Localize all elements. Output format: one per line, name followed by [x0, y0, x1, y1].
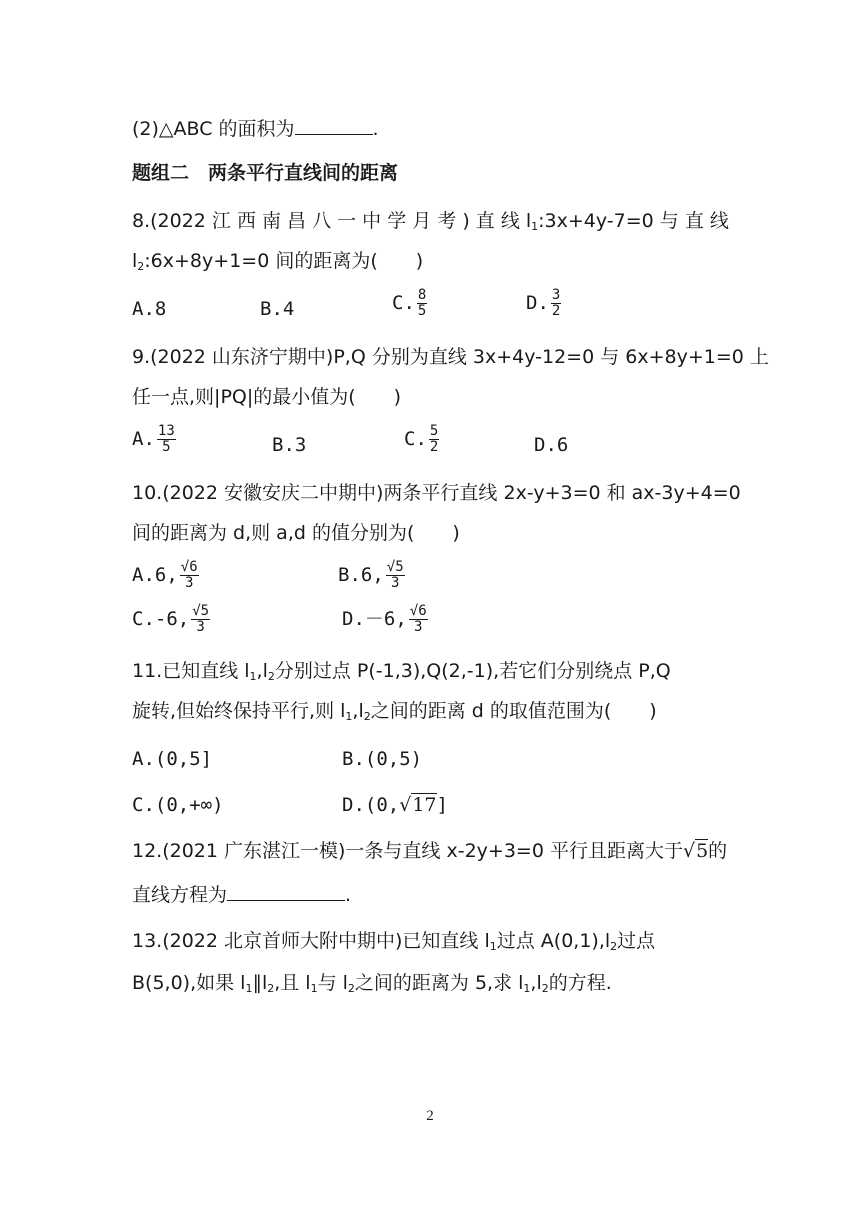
q7-part2-text: (2)△ABC 的面积为 [132, 118, 295, 140]
subscript: 1 [523, 982, 531, 995]
option-end: ] [436, 794, 448, 816]
q8-line2 [132, 248, 732, 280]
subscript: 1 [345, 710, 353, 723]
q7-part2 [132, 114, 732, 142]
fraction-numerator: √5 [192, 603, 210, 619]
fraction [180, 560, 199, 591]
q13-text: 与 l [317, 972, 348, 994]
q7-part2-end: . [372, 118, 379, 140]
q12-line1-end: 的 [708, 840, 728, 862]
q11-line1-mid: ,l [256, 660, 268, 682]
q12-line2 [132, 880, 732, 908]
q13-text: 的方程. [548, 972, 612, 994]
fraction [191, 604, 210, 635]
q8-line1-text: 8.(2022 江 西 南 昌 八 一 中 学 月 考 ) 直 线 l [132, 210, 532, 232]
q13-line2 [132, 970, 732, 1002]
q8-line1 [132, 208, 732, 240]
q12-line2-end: . [345, 884, 352, 906]
fraction [429, 424, 439, 455]
answer-blank [295, 114, 373, 135]
q11-option-d[interactable] [342, 792, 448, 818]
q13-text: ∥l [252, 972, 268, 994]
subscript: 2 [541, 982, 549, 995]
answer-blank [227, 880, 345, 901]
group2-heading: 题组二 两条平行直线间的距离 [132, 162, 399, 184]
q9-option-b[interactable]: B.3 [272, 434, 307, 456]
q11-line1 [132, 658, 732, 690]
subscript: 2 [267, 982, 275, 995]
subscript: 2 [610, 940, 618, 953]
q10-option-c[interactable] [132, 604, 210, 635]
q8-option-c[interactable] [392, 288, 427, 319]
fraction-numerator: 5 [429, 423, 439, 439]
fraction [551, 288, 561, 319]
q10-option-d[interactable] [342, 604, 428, 635]
q13-text: 之间的距离为 5,求 l [354, 972, 524, 994]
q11-option-a[interactable]: A.(0,5] [132, 748, 213, 770]
q13-text: B(5,0),如果 l [132, 972, 246, 994]
q9-option-d[interactable]: D.6 [534, 434, 569, 456]
q13-text: 过点 [617, 930, 656, 952]
option-label: C. [392, 292, 415, 314]
q11-line2-a: 旋转,但始终保持平行,则 l [132, 700, 346, 722]
q11-option-c[interactable]: C.(0,+∞) [132, 794, 224, 816]
fraction-denominator: 3 [184, 575, 194, 591]
fraction-denominator: 5 [162, 439, 171, 455]
option-label: C. [404, 428, 427, 450]
q11-line2 [132, 698, 732, 730]
q8-line1-rest: :3x+4y-7=0 与 直 线 [538, 210, 729, 232]
fraction-numerator: √5 [386, 559, 404, 575]
fraction-numerator: 13 [157, 423, 175, 439]
sqrt-icon: √ [399, 794, 412, 816]
option-label: D.(0, [342, 794, 400, 816]
subscript: 1 [245, 982, 253, 995]
option-label: A.6, [132, 564, 178, 586]
q10-option-b[interactable] [338, 560, 405, 591]
radicand: 17 [412, 794, 437, 816]
option-label: D.－6, [342, 608, 407, 630]
q13-text: 过点 A(0,1),l [496, 930, 611, 952]
subscript: 1 [310, 982, 318, 995]
q8-option-d[interactable] [526, 288, 561, 319]
q10-option-a[interactable] [132, 560, 199, 591]
fraction [157, 424, 176, 455]
q13-text: 13.(2022 北京首师大附中期中)已知直线 l [132, 930, 490, 952]
fraction-numerator: √6 [180, 559, 198, 575]
fraction-denominator: 3 [390, 575, 400, 591]
fraction-numerator: 8 [417, 287, 427, 303]
q8-option-a[interactable]: A.8 [132, 298, 167, 320]
fraction-numerator: 3 [551, 287, 561, 303]
subscript: 2 [347, 982, 355, 995]
q8-option-b[interactable]: B.4 [260, 298, 295, 320]
fraction [409, 604, 428, 635]
q11-line2-rest: 之间的距离 d 的取值范围为( ) [370, 700, 657, 722]
q9-line2: 任一点,则|PQ|的最小值为( ) [132, 386, 402, 408]
q9-option-c[interactable] [404, 424, 439, 455]
fraction [417, 288, 427, 319]
q8-line2-a: l [132, 250, 138, 272]
sqrt-icon: √ [682, 840, 696, 862]
q9-option-a[interactable] [132, 424, 176, 455]
q10-line2: 间的距离为 d,则 a,d 的值分别为( ) [132, 522, 460, 544]
option-label: A. [132, 428, 155, 450]
fraction [386, 560, 405, 591]
q8-line2-rest: :6x+8y+1=0 间的距离为( ) [144, 250, 424, 272]
q11-line1-rest: 分别过点 P(-1,3),Q(2,-1),若它们分别绕点 P,Q [274, 660, 671, 682]
q13-text: ,l [530, 972, 542, 994]
subscript: 2 [267, 670, 275, 683]
q13-text: ,且 l [274, 972, 311, 994]
q13-line1 [132, 928, 732, 960]
fraction-numerator: √6 [409, 603, 427, 619]
option-label: B.6, [338, 564, 384, 586]
q11-line2-mid: ,l [352, 700, 364, 722]
subscript: 1 [531, 220, 539, 233]
radicand: 5 [696, 840, 709, 862]
q12-line1 [132, 838, 732, 864]
fraction-denominator: 5 [417, 303, 427, 319]
q10-line1: 10.(2022 安徽安庆二中期中)两条平行直线 2x-y+3=0 和 ax-3y+4=0 [132, 482, 741, 504]
fraction-denominator: 3 [196, 619, 205, 635]
fraction-denominator: 2 [429, 439, 439, 455]
subscript: 1 [249, 670, 257, 683]
subscript: 2 [363, 710, 371, 723]
fraction-denominator: 3 [413, 619, 423, 635]
option-label: C.-6, [132, 608, 190, 630]
q12-line2-text: 直线方程为 [132, 884, 228, 906]
q9-line1: 9.(2022 山东济宁期中)P,Q 分别为直线 3x+4y-12=0 与 6x+8y+1=0 上 [132, 346, 769, 368]
subscript: 2 [137, 260, 145, 273]
fraction-denominator: 2 [551, 303, 561, 319]
option-label: D. [526, 292, 549, 314]
page-number: 2 [426, 1108, 434, 1124]
subscript: 1 [489, 940, 497, 953]
q12-line1-text: 12.(2021 广东湛江一模)一条与直线 x-2y+3=0 平行且距离大于 [132, 840, 683, 862]
q11-option-b[interactable]: B.(0,5) [342, 748, 423, 770]
q11-line1-text: 11.已知直线 l [132, 660, 250, 682]
